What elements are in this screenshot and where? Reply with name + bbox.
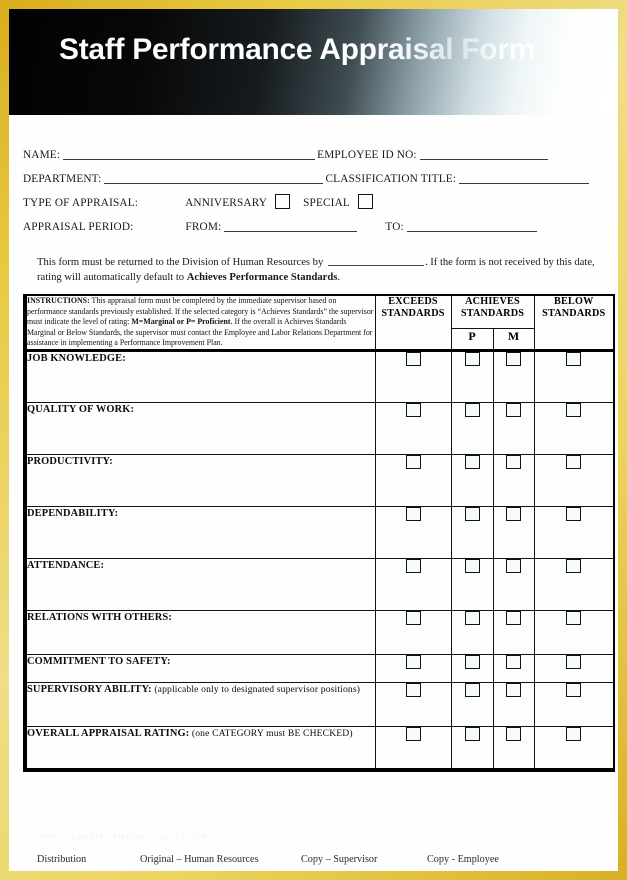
distribution-copy-employee: Copy - Employee — [427, 854, 499, 865]
table-row — [25, 350, 614, 402]
from-label: FROM: — [185, 221, 222, 233]
rating-checkbox[interactable] — [406, 683, 421, 697]
rating-checkbox[interactable] — [506, 655, 521, 669]
row-label-cell — [25, 350, 375, 402]
rating-cell-below[interactable] — [534, 350, 614, 402]
special-label: SPECIAL — [303, 197, 350, 209]
return-note-emphasis: Achieves Performance Standards — [186, 272, 338, 283]
rating-checkbox[interactable] — [506, 683, 521, 697]
rating-checkbox[interactable] — [506, 352, 521, 366]
column-header-below: BELOW STANDARDS — [534, 295, 614, 350]
field-row-department — [23, 161, 604, 185]
rating-checkbox[interactable] — [465, 559, 480, 573]
table-row — [25, 654, 614, 682]
rating-cell-achieves-p[interactable] — [451, 654, 493, 682]
rating-checkbox[interactable] — [566, 352, 581, 366]
table-row — [25, 506, 614, 558]
classification-label: CLASSIFICATION TITLE: — [325, 173, 457, 185]
rating-checkbox[interactable] — [566, 727, 581, 741]
rating-cell-exceeds[interactable] — [375, 350, 451, 402]
rating-checkbox[interactable] — [406, 507, 421, 521]
from-input[interactable] — [224, 220, 357, 232]
anniversary-label: ANNIVERSARY — [185, 197, 268, 209]
rating-checkbox[interactable] — [406, 655, 421, 669]
rating-checkbox[interactable] — [465, 611, 480, 625]
anniversary-checkbox[interactable] — [275, 194, 290, 209]
return-date-input[interactable] — [328, 255, 424, 266]
page-sheet — [9, 9, 618, 871]
distribution-label: Distribution — [37, 854, 87, 865]
criterion-label: JOB KNOWLEDGE: — [27, 352, 126, 364]
rating-cell-below[interactable] — [534, 506, 614, 558]
special-checkbox[interactable] — [358, 194, 373, 209]
rating-cell-achieves-m[interactable] — [493, 558, 534, 610]
instructions-cell — [25, 295, 375, 350]
table-row — [25, 402, 614, 454]
rating-checkbox[interactable] — [465, 727, 480, 741]
criterion-label: DEPENDABILITY: — [27, 507, 119, 519]
employee-id-input[interactable] — [420, 148, 548, 160]
rating-cell-achieves-m[interactable] — [493, 506, 534, 558]
type-of-appraisal-label: TYPE OF APPRAISAL: — [23, 197, 139, 209]
rating-cell-below[interactable] — [534, 610, 614, 654]
return-note-part2: . If the form is not received by this date, rating will automatically default to — [37, 257, 595, 283]
field-row-name — [23, 137, 604, 161]
instructions-lead: INSTRUCTIONS: — [27, 296, 90, 305]
rating-cell-achieves-m[interactable] — [493, 654, 534, 682]
row-label-cell — [25, 654, 375, 682]
rating-checkbox[interactable] — [506, 727, 521, 741]
criterion-label: PRODUCTIVITY: — [27, 455, 113, 467]
table-row — [25, 454, 614, 506]
rating-cell-achieves-m[interactable] — [493, 350, 534, 402]
rating-cell-exceeds[interactable] — [375, 506, 451, 558]
row-label-cell — [25, 610, 375, 654]
column-header-exceeds: EXCEEDS STANDARDS — [375, 295, 451, 350]
rating-checkbox[interactable] — [465, 507, 480, 521]
rating-cell-below[interactable] — [534, 558, 614, 610]
rating-cell-achieves-p[interactable] — [451, 454, 493, 506]
criterion-label: OVERALL APPRAISAL RATING: — [27, 727, 190, 739]
criterion-note: (one CATEGORY must BE CHECKED) — [189, 727, 353, 739]
rating-cell-exceeds[interactable] — [375, 558, 451, 610]
criterion-label: SUPERVISORY ABILITY: — [27, 683, 152, 695]
rating-checkbox[interactable] — [465, 655, 480, 669]
rating-cell-achieves-p[interactable] — [451, 726, 493, 770]
source-watermark: www.example-template-source.com — [39, 832, 210, 841]
rating-checkbox[interactable] — [506, 507, 521, 521]
row-label-cell — [25, 682, 375, 726]
rating-cell-achieves-p[interactable] — [451, 682, 493, 726]
row-label-cell — [25, 558, 375, 610]
rating-cell-below[interactable] — [534, 682, 614, 726]
table-row — [25, 558, 614, 610]
rating-checkbox[interactable] — [406, 559, 421, 573]
rating-checkbox[interactable] — [566, 455, 581, 469]
criterion-note: (applicable only to designated supervisor positions) — [151, 683, 361, 695]
column-subheader-m: M — [493, 328, 534, 350]
rating-cell-achieves-p[interactable] — [451, 506, 493, 558]
rating-checkbox[interactable] — [566, 403, 581, 417]
title-banner — [9, 9, 618, 115]
rating-checkbox[interactable] — [406, 611, 421, 625]
rating-checkbox[interactable] — [465, 403, 480, 417]
rating-checkbox[interactable] — [566, 507, 581, 521]
field-row-period — [23, 209, 604, 233]
rating-cell-achieves-m[interactable] — [493, 610, 534, 654]
table-row — [25, 610, 614, 654]
department-label: DEPARTMENT: — [23, 173, 102, 185]
table-header-row — [25, 295, 614, 328]
form-header-fields — [23, 137, 604, 233]
department-input[interactable] — [104, 172, 323, 184]
column-subheader-p: P — [451, 328, 493, 350]
name-label: NAME: — [23, 149, 61, 161]
rating-cell-achieves-m[interactable] — [493, 682, 534, 726]
rating-checkbox[interactable] — [406, 727, 421, 741]
criterion-label: COMMITMENT TO SAFETY: — [27, 655, 171, 667]
table-row — [25, 682, 614, 726]
rating-checkbox[interactable] — [506, 403, 521, 417]
rating-checkbox[interactable] — [406, 455, 421, 469]
rating-cell-achieves-m[interactable] — [493, 402, 534, 454]
rating-cell-exceeds[interactable] — [375, 454, 451, 506]
rating-checkbox[interactable] — [506, 611, 521, 625]
rating-cell-exceeds[interactable] — [375, 726, 451, 770]
rating-cell-exceeds[interactable] — [375, 682, 451, 726]
criterion-label: RELATIONS WITH OTHERS: — [27, 611, 172, 623]
rating-checkbox[interactable] — [506, 559, 521, 573]
rating-checkbox[interactable] — [406, 352, 421, 366]
rating-checkbox[interactable] — [566, 559, 581, 573]
field-row-type — [23, 185, 604, 209]
employee-id-label: EMPLOYEE ID NO: — [317, 149, 417, 161]
rating-checkbox[interactable] — [406, 403, 421, 417]
return-note-part3: . — [337, 272, 341, 283]
rating-cell-exceeds[interactable] — [375, 654, 451, 682]
rating-cell-achieves-m[interactable] — [493, 726, 534, 770]
row-label-cell — [25, 506, 375, 558]
instructions-bold1: M=Marginal or P= Proficient — [131, 317, 231, 326]
rating-cell-achieves-p[interactable] — [451, 610, 493, 654]
rating-cell-achieves-m[interactable] — [493, 454, 534, 506]
rating-cell-achieves-p[interactable] — [451, 350, 493, 402]
appraisal-period-label: APPRAISAL PERIOD: — [23, 221, 134, 233]
rating-cell-below[interactable] — [534, 454, 614, 506]
instructions-body1: This appraisal form must be completed by the immediate supervisor based on performance standards previously established. If the selected category is “Achieves Standards” the supervisor must indicate the level of rating: — [27, 296, 374, 326]
to-input[interactable] — [407, 220, 537, 232]
rating-cell-below[interactable] — [534, 726, 614, 770]
rating-cell-below[interactable] — [534, 402, 614, 454]
rating-checkbox[interactable] — [465, 683, 480, 697]
table-row — [25, 726, 614, 770]
distribution-copy-original: Original – Human Resources — [140, 854, 259, 865]
rating-cell-below[interactable] — [534, 654, 614, 682]
rating-checkbox[interactable] — [506, 455, 521, 469]
row-label-cell — [25, 454, 375, 506]
name-input[interactable] — [63, 148, 315, 160]
appraisal-rating-table — [23, 294, 615, 772]
distribution-copy-supervisor: Copy – Supervisor — [301, 854, 378, 865]
to-label: TO: — [385, 221, 404, 233]
instructions-body2: . If the overall is Achieves Standards Marginal or Below Standards, the supervisor must contact the Employee and Labor Relations Department for assistance in implementing a Performance Improvement Plan. — [27, 317, 373, 347]
rating-checkbox[interactable] — [465, 455, 480, 469]
row-label-cell — [25, 726, 375, 770]
rating-checkbox[interactable] — [465, 352, 480, 366]
rating-checkbox[interactable] — [566, 683, 581, 697]
rating-cell-exceeds[interactable] — [375, 402, 451, 454]
return-note — [37, 255, 602, 285]
rating-checkbox[interactable] — [566, 611, 581, 625]
rating-cell-achieves-p[interactable] — [451, 558, 493, 610]
classification-input[interactable] — [459, 172, 589, 184]
criterion-label: QUALITY OF WORK: — [27, 403, 135, 415]
rating-checkbox[interactable] — [566, 655, 581, 669]
rating-cell-exceeds[interactable] — [375, 610, 451, 654]
column-header-achieves: ACHIEVES STANDARDS — [451, 295, 534, 328]
row-label-cell — [25, 402, 375, 454]
return-note-part1: This form must be returned to the Division of Human Resources by — [37, 257, 324, 268]
page-title: Staff Performance Appraisal Form — [59, 33, 536, 66]
criterion-label: ATTENDANCE: — [27, 559, 105, 571]
rating-cell-achieves-p[interactable] — [451, 402, 493, 454]
